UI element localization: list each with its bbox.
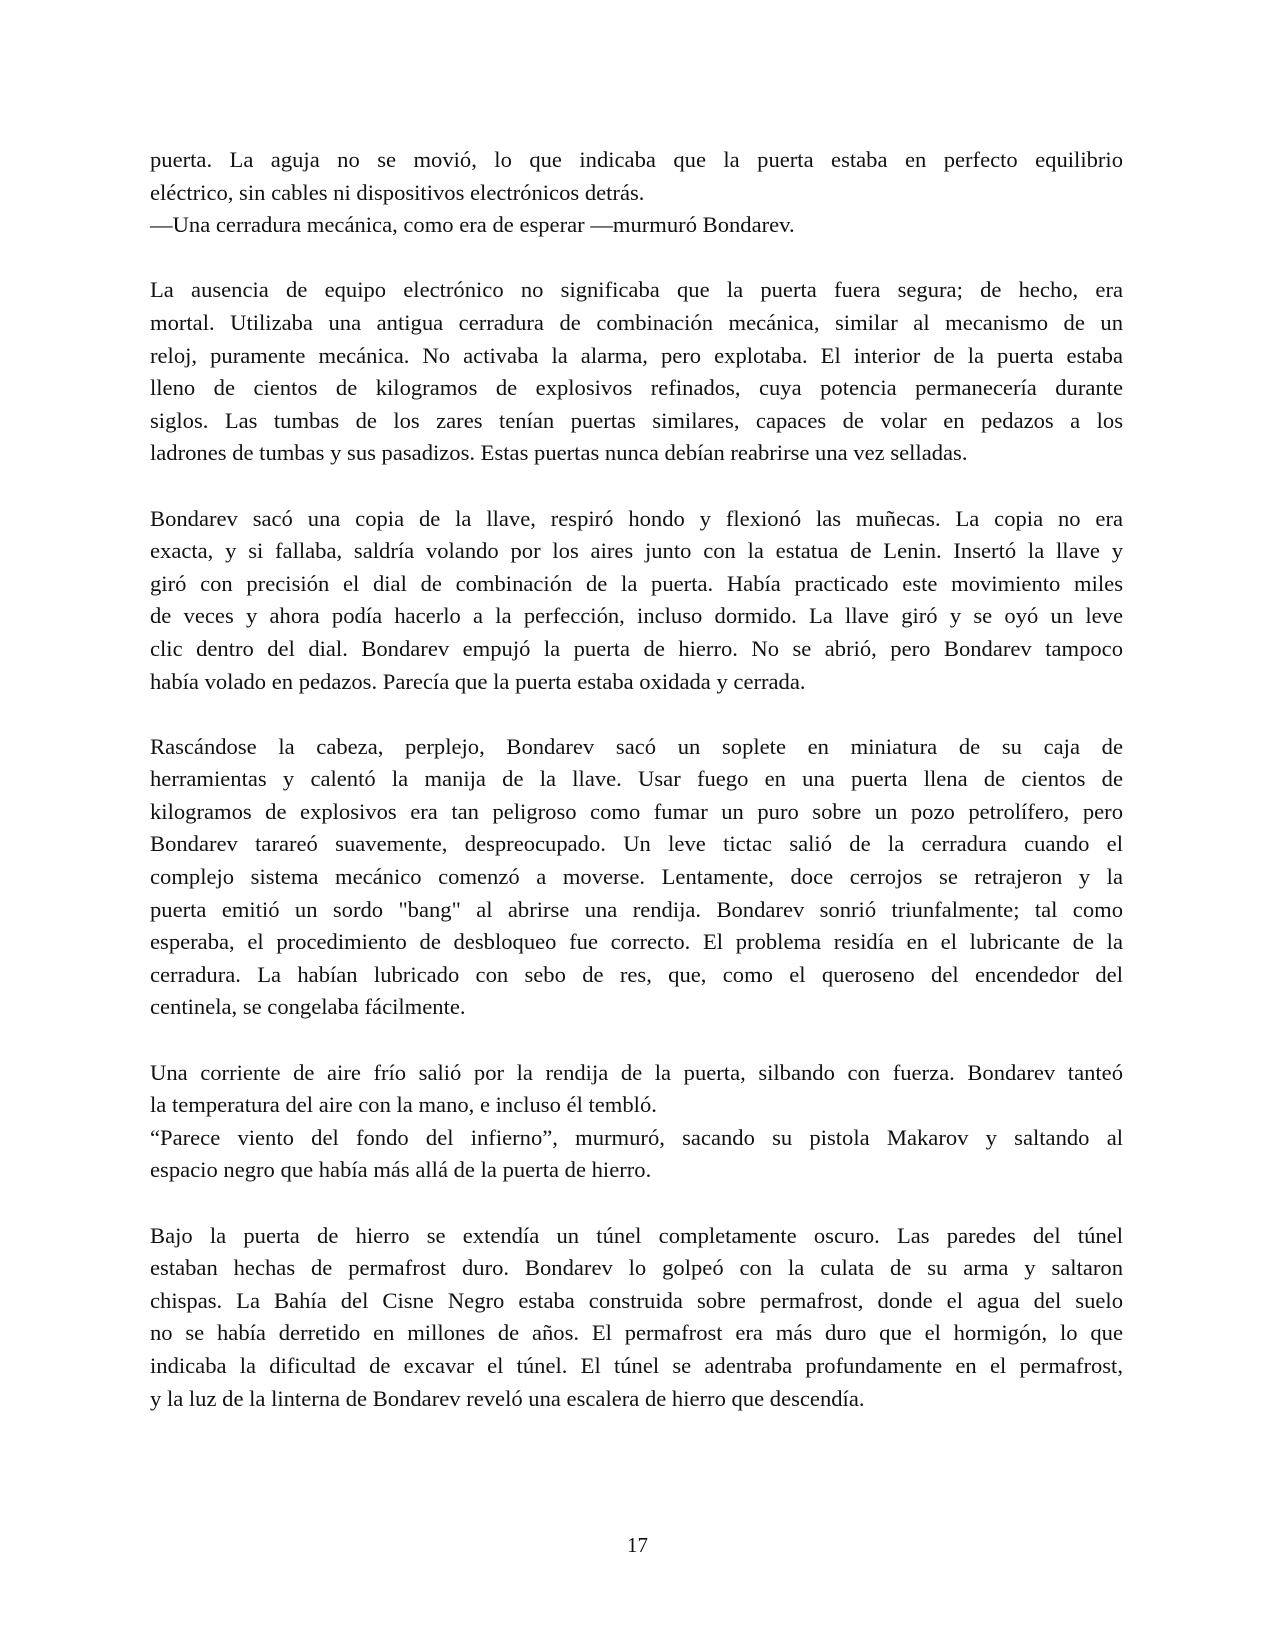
text-line: reloj, puramente mecánica. No activaba la alarma, pero explotaba. El interior de la puerta estaba [150,342,1123,368]
text-line: y la luz de la linterna de Bondarev reveló una escalera de hierro que descendía. [150,1385,865,1411]
text-line: clic dentro del dial. Bondarev empujó la puerta de hierro. No se abrió, pero Bondarev tampoco [150,635,1123,661]
text-line: centinela, se congelaba fácilmente. [150,994,466,1020]
text-line: esperaba, el procedimiento de desbloqueo fue correcto. El problema residía en el lubricante de la [150,929,1123,955]
text-line: exacta, y si fallaba, saldría volando por los aires junto con la estatua de Lenin. Insertó la llave y [150,538,1123,564]
text-line: siglos. Las tumbas de los zares tenían puertas similares, capaces de volar en pedazos a los [150,407,1123,433]
paragraph [150,144,1123,242]
page-number: 17 [627,1533,648,1557]
text-line: Bondarev sacó una copia de la llave, respiró hondo y flexionó las muñecas. La copia no era [150,505,1123,531]
paragraph [150,1057,1123,1187]
text-line: mortal. Utilizaba una antigua cerradura de combinación mecánica, similar al mecanismo de un [150,309,1123,335]
text-line: puerta. La aguja no se movió, lo que indicaba que la puerta estaba en perfecto equilibrio [150,147,1123,172]
text-line: de veces y ahora podía hacerlo a la perfección, incluso dormido. La llave giró y se oyó un leve [150,603,1123,629]
text-line: puerta emitió un sordo "bang" al abrirse una rendija. Bondarev sonrió triunfalmente; tal como [150,896,1123,922]
text-line: kilogramos de explosivos era tan peligroso como fumar un puro sobre un pozo petrolífero, pero [150,798,1123,824]
text-line: La ausencia de equipo electrónico no significaba que la puerta fuera segura; de hecho, era [150,277,1123,303]
text-line: Rascándose la cabeza, perplejo, Bondarev sacó un soplete en miniatura de su caja de [150,733,1123,759]
dialogue-line: —Una cerradura mecánica, como era de esperar —murmuró Bondarev. [150,212,795,238]
paragraph [150,1220,1123,1416]
paragraph [150,274,1123,470]
text-line: no se había derretido en millones de años. El permafrost era más duro que el hormigón, lo que [150,1320,1123,1346]
text-line: lleno de cientos de kilogramos de explosivos refinados, cuya potencia permanecería durante [150,375,1123,401]
text-line: eléctrico, sin cables ni dispositivos electrónicos detrás. [150,179,645,205]
text-line: había volado en pedazos. Parecía que la puerta estaba oxidada y cerrada. [150,668,806,694]
text-line: espacio negro que había más allá de la puerta de hierro. [150,1157,652,1183]
text-line: indicaba la dificultad de excavar el túnel. El túnel se adentraba profundamente en el permafrost, [150,1352,1123,1378]
text-line: herramientas y calentó la manija de la llave. Usar fuego en una puerta llena de cientos de [150,766,1123,792]
text-line: ladrones de tumbas y sus pasadizos. Estas puertas nunca debían reabrirse una vez selladas. [150,440,968,466]
text-line: cerradura. La habían lubricado con sebo de res, que, como el queroseno del encendedor del [150,961,1123,987]
paragraph [150,503,1123,699]
text-line: Una corriente de aire frío salió por la rendija de la puerta, silbando con fuerza. Bondarev tanteó [150,1059,1123,1085]
text-line: la temperatura del aire con la mano, e incluso él tembló. [150,1092,657,1118]
text-line: complejo sistema mecánico comenzó a moverse. Lentamente, doce cerrojos se retrajeron y la [150,864,1123,890]
text-line: chispas. La Bahía del Cisne Negro estaba construida sobre permafrost, donde el agua del suelo [150,1287,1123,1313]
document-page [150,144,1123,1448]
dialogue-line: “Parece viento del fondo del infierno”, murmuró, sacando su pistola Makarov y saltando al [150,1124,1123,1150]
paragraph [150,731,1123,1024]
text-line: estaban hechas de permafrost duro. Bondarev lo golpeó con la culata de su arma y saltaron [150,1255,1123,1281]
text-line: Bondarev tarareó suavemente, despreocupado. Un leve tictac salió de la cerradura cuando el [150,831,1123,857]
text-line: Bajo la puerta de hierro se extendía un túnel completamente oscuro. Las paredes del túnel [150,1222,1123,1248]
text-line: giró con precisión el dial de combinación de la puerta. Había practicado este movimiento miles [150,570,1123,596]
